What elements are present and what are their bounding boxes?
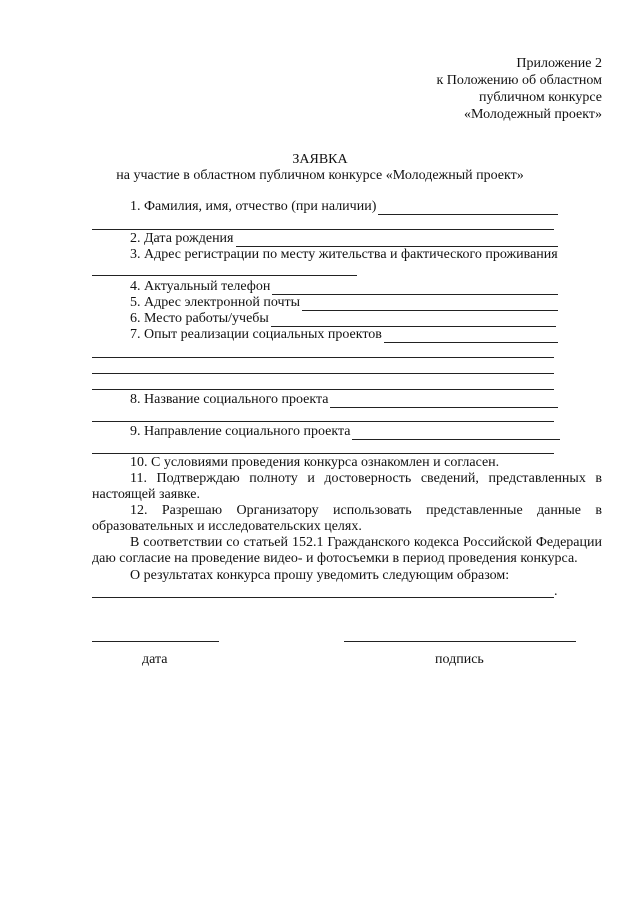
appendix-line-2: к Положению об областном <box>436 73 602 88</box>
field-experience-line-3[interactable] <box>92 373 554 374</box>
appendix-line-1: Приложение 2 <box>516 56 602 71</box>
field-workplace[interactable] <box>130 310 556 327</box>
appendix-line-4: «Молодежный проект» <box>463 107 602 122</box>
statement-11 <box>92 471 602 503</box>
date-line[interactable] <box>92 641 219 642</box>
field-experience-line-4[interactable] <box>92 389 554 390</box>
field-project-name-line-2[interactable] <box>92 421 554 422</box>
field-full-name-line[interactable] <box>378 201 558 215</box>
signature-label: подпись <box>435 652 484 667</box>
field-email[interactable] <box>130 294 558 311</box>
notify-line[interactable] <box>92 597 554 598</box>
field-experience-line-2[interactable] <box>92 357 554 358</box>
statement-12 <box>92 503 602 535</box>
field-experience-line[interactable] <box>384 329 558 343</box>
field-project-direction-line-2[interactable] <box>92 453 554 454</box>
notify-statement-text: О результатах конкурса прошу уведомить следующим образом: <box>130 568 510 583</box>
notify-statement <box>92 568 602 584</box>
field-address-line[interactable] <box>92 275 357 276</box>
document-title: ЗАЯВКА <box>292 152 348 167</box>
field-experience-label: 7. Опыт реализации социальных проектов <box>130 327 382 342</box>
statement-10-text: 10. С условиями проведения конкурса ознакомлен и согласен. <box>130 455 500 470</box>
field-address <box>130 246 590 263</box>
notify-line-end: . <box>554 584 558 599</box>
field-experience[interactable] <box>130 326 558 343</box>
field-full-name[interactable] <box>130 198 558 215</box>
field-birth-date[interactable] <box>130 230 558 247</box>
field-project-direction-line[interactable] <box>352 426 560 440</box>
statement-11-text: 11. Подтверждаю полноту и достоверность сведений, представленных в настоящей заявке. <box>92 471 602 502</box>
appendix-line-3: публичном конкурсе <box>479 90 602 105</box>
field-project-name-label: 8. Название социального проекта <box>130 392 329 407</box>
field-birth-date-line[interactable] <box>236 233 559 247</box>
document-subtitle: на участие в областном публичном конкурсе «Молодежный проект» <box>116 168 524 183</box>
signature-line[interactable] <box>344 641 576 642</box>
consent-statement-text: В соответствии со статьей 152.1 Гражданского кодекса Российской Федерации даю согласие на проведение видео- и фотосъемки в период проведения конкурса. <box>92 535 602 566</box>
field-project-name[interactable] <box>130 391 558 408</box>
appendix-header <box>436 55 602 123</box>
field-workplace-line[interactable] <box>271 313 556 327</box>
statement-12-text: 12. Разрешаю Организатору использовать представленные данные в образовательных и исследовательских целях. <box>92 503 602 534</box>
consent-statement <box>92 535 602 567</box>
field-email-label: 5. Адрес электронной почты <box>130 295 301 310</box>
field-email-line[interactable] <box>302 297 558 311</box>
field-birth-date-label: 2. Дата рождения <box>130 231 234 246</box>
field-address-label: 3. Адрес регистрации по месту жительства и фактического проживания <box>130 247 558 262</box>
field-full-name-label: 1. Фамилия, имя, отчество (при наличии) <box>130 199 377 214</box>
field-phone-label: 4. Актуальный телефон <box>130 279 271 294</box>
field-phone[interactable] <box>130 278 558 295</box>
field-project-direction-label: 9. Направление социального проекта <box>130 424 351 439</box>
field-project-name-line[interactable] <box>330 394 558 408</box>
statement-10 <box>92 455 602 471</box>
field-phone-line[interactable] <box>272 281 558 295</box>
field-workplace-label: 6. Место работы/учебы <box>130 311 269 326</box>
field-project-direction[interactable] <box>130 423 560 440</box>
date-label: дата <box>142 652 168 667</box>
